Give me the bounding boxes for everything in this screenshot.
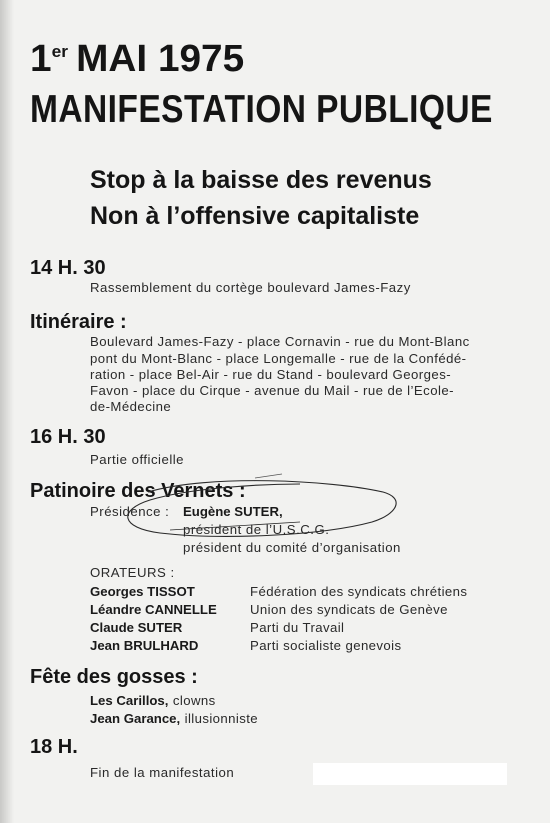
itinerary-line: de-Médecine [90, 399, 172, 414]
itinerary-line: Boulevard James-Fazy - place Cornavin - rue du Mont-Blanc [90, 334, 470, 349]
speaker-org: Parti socialiste genevois [250, 638, 402, 653]
title-subtitle: MANIFESTATION PUBLIQUE [30, 88, 493, 131]
president-role-2: président du comité d’organisation [183, 540, 401, 555]
gathering-text: Rassemblement du cortège boulevard James-Fazy [90, 280, 411, 295]
speaker-name: Georges TISSOT [90, 584, 195, 599]
orateurs-label: ORATEURS : [90, 565, 175, 580]
speaker-org: Fédération des syndicats chrétiens [250, 584, 468, 599]
president-role-1: président de l’U.S.C.G. [183, 522, 330, 537]
speaker-org: Union des syndicats de Genève [250, 602, 448, 617]
heading-patinoire: Patinoire des Vernets : [30, 480, 246, 502]
date-suffix: er [51, 42, 68, 61]
performer-role: illusionniste [184, 711, 258, 726]
speaker-name: Jean BRULHARD [90, 638, 199, 653]
speaker-name: Claude SUTER [90, 620, 183, 635]
heading-fete: Fête des gosses : [30, 666, 198, 688]
speaker-name: Léandre CANNELLE [90, 602, 217, 617]
fete-item [90, 710, 258, 728]
performer-role: clowns [172, 693, 216, 708]
date-rest: MAI 1975 [76, 38, 245, 80]
performer-name: Les Carillos, [90, 693, 169, 708]
blank-label-patch [313, 763, 507, 785]
itinerary-line: ration - place Bel-Air - rue du Stand - boulevard Georges- [90, 367, 452, 382]
speaker-org: Parti du Travail [250, 620, 345, 635]
president-name: Eugène SUTER, [183, 504, 283, 519]
itinerary-line: pont du Mont-Blanc - place Longemalle - rue de la Confédé- [90, 351, 467, 366]
heading-time-3: 18 H. [30, 736, 78, 758]
slogan-1: Stop à la baisse des revenus [90, 166, 432, 194]
official-part-text: Partie officielle [90, 452, 185, 467]
fete-item [90, 692, 216, 710]
itinerary-line: Favon - place du Cirque - avenue du Mail - rue de l’Ecole- [90, 383, 455, 398]
heading-itinerary: Itinéraire : [30, 311, 127, 333]
heading-time-2: 16 H. 30 [30, 426, 106, 448]
slogan-2: Non à l’offensive capitaliste [90, 202, 420, 230]
heading-time-1: 14 H. 30 [30, 257, 106, 279]
performer-name: Jean Garance, [90, 711, 181, 726]
date-number: 1 [30, 38, 52, 80]
end-text: Fin de la manifestation [90, 765, 235, 780]
presidence-label: Présidence : [90, 504, 170, 519]
